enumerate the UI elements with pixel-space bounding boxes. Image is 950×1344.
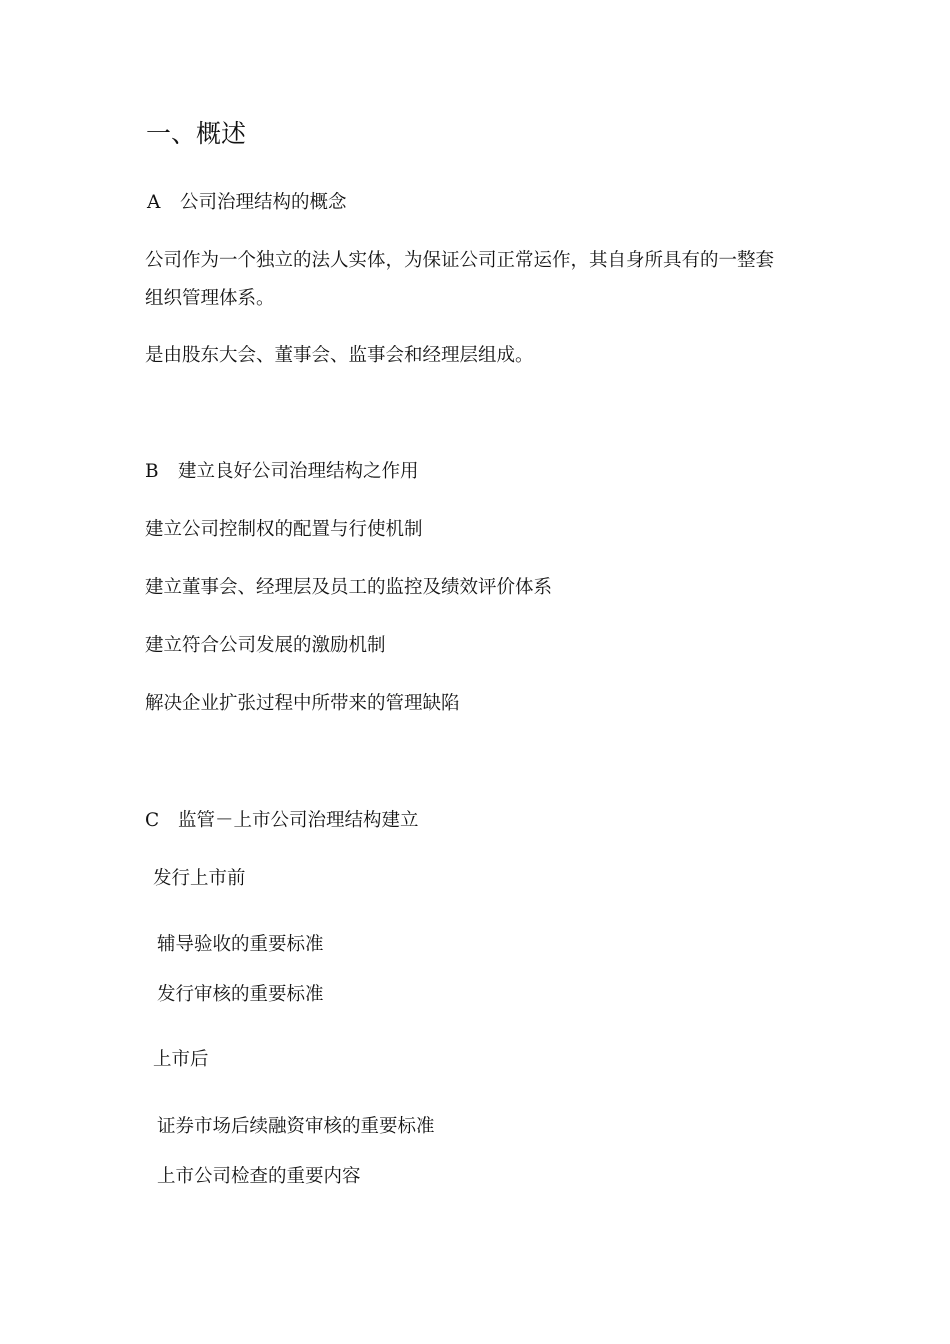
post-listing-item: 上市公司检查的重要内容 xyxy=(157,1166,361,1187)
post-listing-label: 上市后 xyxy=(153,1049,209,1070)
section-c-title: 监管－上市公司治理结构建立 xyxy=(178,810,419,831)
page-title: 一、概述 xyxy=(146,119,247,148)
section-b-title: 建立良好公司治理结构之作用 xyxy=(178,461,419,482)
section-a-letter: A xyxy=(147,192,161,213)
section-c-letter: C xyxy=(145,810,160,831)
section-b-item: 建立符合公司发展的激励机制 xyxy=(145,635,386,656)
section-a-para1-line1: 公司作为一个独立的法人实体，为保证公司正常运作，其自身所具有的一整套 xyxy=(145,250,775,271)
section-b-letter: B xyxy=(145,461,159,482)
section-a-para1-line2: 组织管理体系。 xyxy=(145,288,275,309)
pre-listing-label: 发行上市前 xyxy=(153,868,246,889)
section-b-item: 建立董事会、经理层及员工的监控及绩效评价体系 xyxy=(145,577,553,598)
pre-listing-item: 发行审核的重要标准 xyxy=(157,984,324,1005)
section-a-title: 公司治理结构的概念 xyxy=(180,192,347,213)
section-b-item: 建立公司控制权的配置与行使机制 xyxy=(145,519,423,540)
section-a-para2: 是由股东大会、董事会、监事会和经理层组成。 xyxy=(145,345,534,366)
section-b-heading xyxy=(145,463,419,482)
pre-listing-item: 辅导验收的重要标准 xyxy=(157,934,324,955)
section-c-heading xyxy=(145,812,419,831)
section-b-item: 解决企业扩张过程中所带来的管理缺陷 xyxy=(145,693,460,714)
section-a-heading xyxy=(147,194,347,213)
post-listing-item: 证券市场后续融资审核的重要标准 xyxy=(157,1116,435,1137)
